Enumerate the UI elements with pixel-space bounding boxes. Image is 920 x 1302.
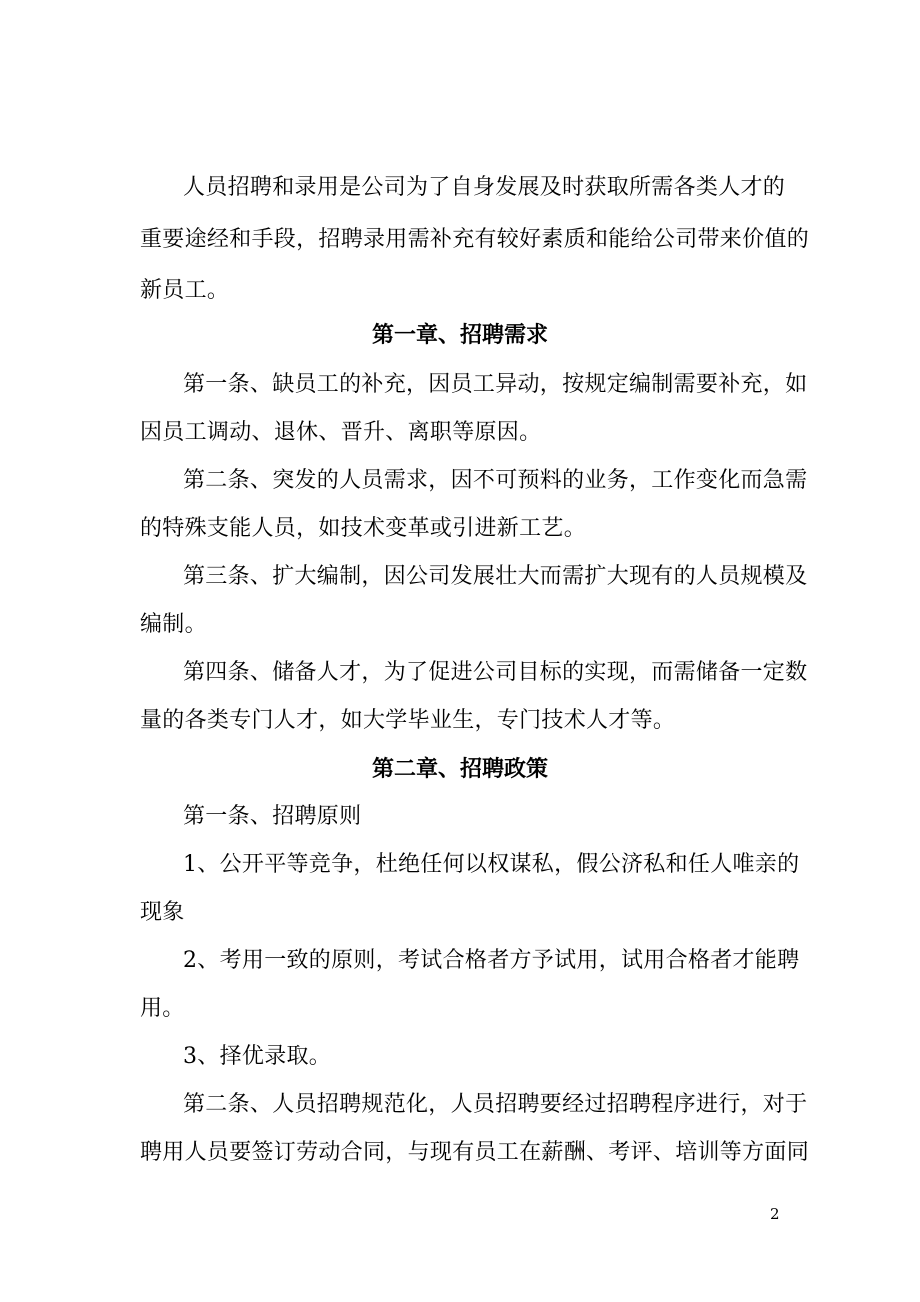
ch2-item-2-line-1: 2、考用一致的原则，考试合格者方予试用，试用合格者才能聘: [183, 948, 800, 973]
ch1-article-2-line-2: 的特殊支能人员，如技术变革或引进新工艺。: [140, 516, 587, 541]
intro-line-2: 重要途经和手段，招聘录用需补充有较好素质和能给公司带来价值的: [140, 227, 810, 252]
intro-line-1: 人员招聘和录用是公司为了自身发展及时获取所需各类人才的: [183, 175, 786, 200]
ch2-item-1-line-1: 1、公开平等竞争，杜绝任何以权谋私，假公济私和任人唯亲的: [183, 852, 800, 877]
ch1-article-4-line-2: 量的各类专门人才，如大学毕业生，专门技术人才等。: [140, 708, 676, 733]
ch1-article-2-line-1: 第二条、突发的人员需求，因不可预料的业务，工作变化而急需: [183, 468, 808, 493]
ch1-article-4-line-1: 第四条、储备人才，为了促进公司目标的实现，而需储备一定数: [183, 660, 808, 685]
ch2-article-2-line-1: 第二条、人员招聘规范化，人员招聘要经过招聘程序进行，对于: [183, 1092, 808, 1117]
chapter-2-title: 第二章、招聘政策: [371, 756, 548, 782]
page-number: 2: [770, 1205, 780, 1223]
ch2-item-3-line-1: 3、择优录取。: [183, 1044, 332, 1069]
ch1-article-3-line-1: 第三条、扩大编制，因公司发展壮大而需扩大现有的人员规模及: [183, 564, 808, 589]
intro-line-3: 新员工。: [140, 278, 230, 303]
ch2-article-1-heading: 第一条、招聘原则: [183, 804, 362, 829]
ch2-item-2-line-2: 用。: [140, 996, 185, 1021]
ch2-item-1-line-2: 现象: [140, 900, 185, 925]
ch2-article-2-line-2: 聘用人员要签订劳动合同，与现有员工在薪酬、考评、培训等方面同: [140, 1140, 810, 1165]
chapter-1-title: 第一章、招聘需求: [371, 322, 548, 348]
ch1-article-3-line-2: 编制。: [140, 612, 207, 637]
ch1-article-1-line-1: 第一条、缺员工的补充，因员工异动，按规定编制需要补充，如: [183, 372, 808, 397]
ch1-article-1-line-2: 因员工调动、退休、晋升、离职等原因。: [140, 420, 542, 445]
